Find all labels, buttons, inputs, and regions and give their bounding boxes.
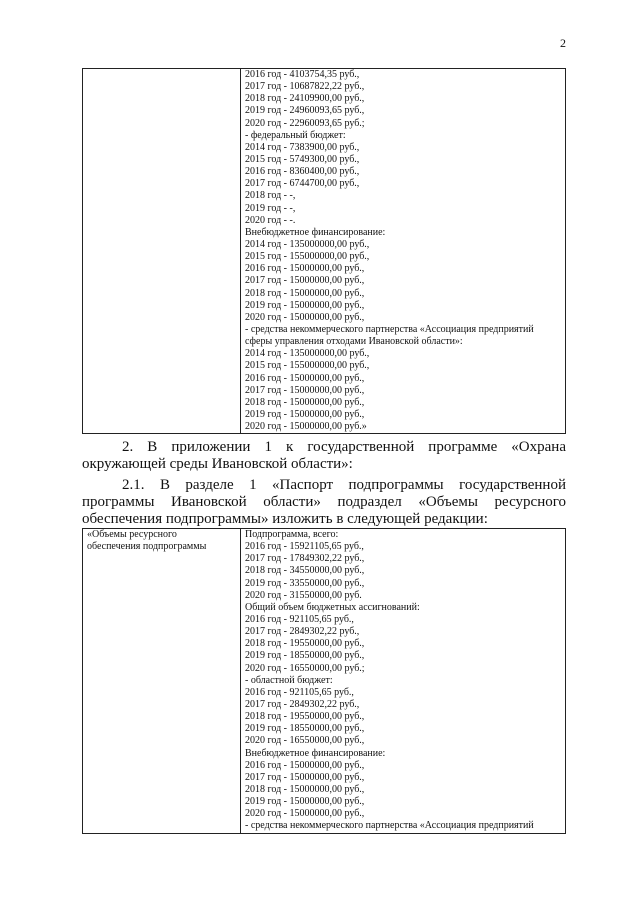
table-line: сферы управления отходами Ивановской области»: <box>245 336 463 348</box>
table-line: 2019 год - -, <box>245 202 296 214</box>
table-line: Общий объем бюджетных ассигнований: <box>245 601 420 613</box>
table-line: 2018 год - 19550000,00 руб., <box>245 638 365 650</box>
page-number: 2 <box>560 36 566 50</box>
table-line: Подпрограмма, всего: <box>245 529 339 540</box>
left-cell-line: обеспечения подпрограммы <box>87 541 207 553</box>
paragraph-2 <box>82 439 566 473</box>
table2-left-cell <box>83 529 241 834</box>
table-line: 2017 год - 15000000,00 руб., <box>245 384 365 396</box>
table-line: 2019 год - 15000000,00 руб., <box>245 408 365 420</box>
table-line: 2019 год - 15000000,00 руб., <box>245 299 365 311</box>
table-line: 2020 год - 15000000,00 руб.» <box>245 421 367 433</box>
table-line: 2016 год - 921105,65 руб., <box>245 613 354 625</box>
table-line: 2019 год - 33550000,00 руб., <box>245 577 365 589</box>
table-line: 2016 год - 15000000,00 руб., <box>245 372 365 384</box>
table-line: - областной бюджет: <box>245 674 333 686</box>
table-line: 2017 год - 2849302,22 руб., <box>245 626 360 638</box>
table-line: 2018 год - 24109900,00 руб., <box>245 93 365 105</box>
table-line: 2019 год - 18550000,00 руб., <box>245 723 365 735</box>
table-line: 2020 год - 31550000,00 руб. <box>245 589 362 601</box>
table-line: 2014 год - 7383900,00 руб., <box>245 141 360 153</box>
paragraph-line: 2. В приложении 1 к государственной программе «Охрана <box>122 439 566 455</box>
table-line: 2017 год - 10687822,22 руб., <box>245 81 365 93</box>
funding-table-continued <box>82 68 566 434</box>
table-line: 2020 год - -. <box>245 214 296 226</box>
table-line: 2015 год - 155000000,00 руб., <box>245 360 370 372</box>
table-line: 2018 год - 15000000,00 руб., <box>245 783 365 795</box>
table1-right-cell <box>241 69 566 434</box>
table-line: 2020 год - 16550000,00 руб., <box>245 735 365 747</box>
table-line: 2017 год - 6744700,00 руб., <box>245 178 360 190</box>
table-line: Внебюджетное финансирование: <box>245 747 386 759</box>
table-line: 2018 год - -, <box>245 190 296 202</box>
table2-lines <box>245 529 561 833</box>
table-line: Внебюджетное финансирование: <box>245 226 386 238</box>
table-line: 2016 год - 4103754,35 руб., <box>245 69 360 80</box>
table-line: 2017 год - 15000000,00 руб., <box>245 771 365 783</box>
table-line: - средства некоммерческого партнерства «Ассоциация предприятий <box>245 820 534 832</box>
table-line: 2014 год - 135000000,00 руб., <box>245 348 370 360</box>
table-line: 2015 год - 5749300,00 руб., <box>245 153 360 165</box>
table-line: - федеральный бюджет: <box>245 129 346 141</box>
paragraph-line: программы Ивановской области» подраздел «Объемы ресурсного <box>82 494 566 510</box>
table-line: 2019 год - 18550000,00 руб., <box>245 650 365 662</box>
table-line: 2020 год - 22960093,65 руб.; <box>245 117 365 129</box>
table-line: 2017 год - 2849302,22 руб., <box>245 698 360 710</box>
table-line: 2015 год - 155000000,00 руб., <box>245 251 370 263</box>
table-line: 2016 год - 15921105,65 руб., <box>245 541 364 553</box>
table-line: 2019 год - 15000000,00 руб., <box>245 796 365 808</box>
table-line: 2020 год - 15000000,00 руб., <box>245 311 365 323</box>
table-line: 2018 год - 34550000,00 руб., <box>245 565 365 577</box>
table-line: 2020 год - 15000000,00 руб., <box>245 808 365 820</box>
table1-lines <box>245 69 561 433</box>
table1-left-cell <box>83 69 241 434</box>
table-line: 2016 год - 15000000,00 руб., <box>245 263 365 275</box>
table-line: 2014 год - 135000000,00 руб., <box>245 238 370 250</box>
subprogram-resources-table <box>82 528 566 834</box>
table-line: 2020 год - 16550000,00 руб.; <box>245 662 365 674</box>
table2-right-cell <box>241 529 566 834</box>
table-line: 2016 год - 15000000,00 руб., <box>245 759 365 771</box>
table-line: - средства некоммерческого партнерства «Ассоциация предприятий <box>245 323 534 335</box>
table-line: 2019 год - 24960093,65 руб., <box>245 105 365 117</box>
table-line: 2016 год - 8360400,00 руб., <box>245 166 360 178</box>
left-cell-line: «Объемы ресурсного <box>87 529 177 540</box>
paragraph-2-1 <box>82 477 566 528</box>
paragraph-line: обеспечения подпрограммы» изложить в следующей редакции: <box>82 511 488 527</box>
table-line: 2016 год - 921105,65 руб., <box>245 686 354 698</box>
table-line: 2018 год - 15000000,00 руб., <box>245 287 365 299</box>
table-line: 2018 год - 15000000,00 руб., <box>245 396 365 408</box>
table-line: 2018 год - 19550000,00 руб., <box>245 711 365 723</box>
table-line: 2017 год - 15000000,00 руб., <box>245 275 365 287</box>
table-line: 2017 год - 17849302,22 руб., <box>245 553 365 565</box>
table-row <box>83 69 566 434</box>
paragraph-line: 2.1. В разделе 1 «Паспорт подпрограммы государственной <box>122 477 566 493</box>
table-row <box>83 529 566 834</box>
paragraph-line: окружающей среды Ивановской области»: <box>82 456 353 472</box>
